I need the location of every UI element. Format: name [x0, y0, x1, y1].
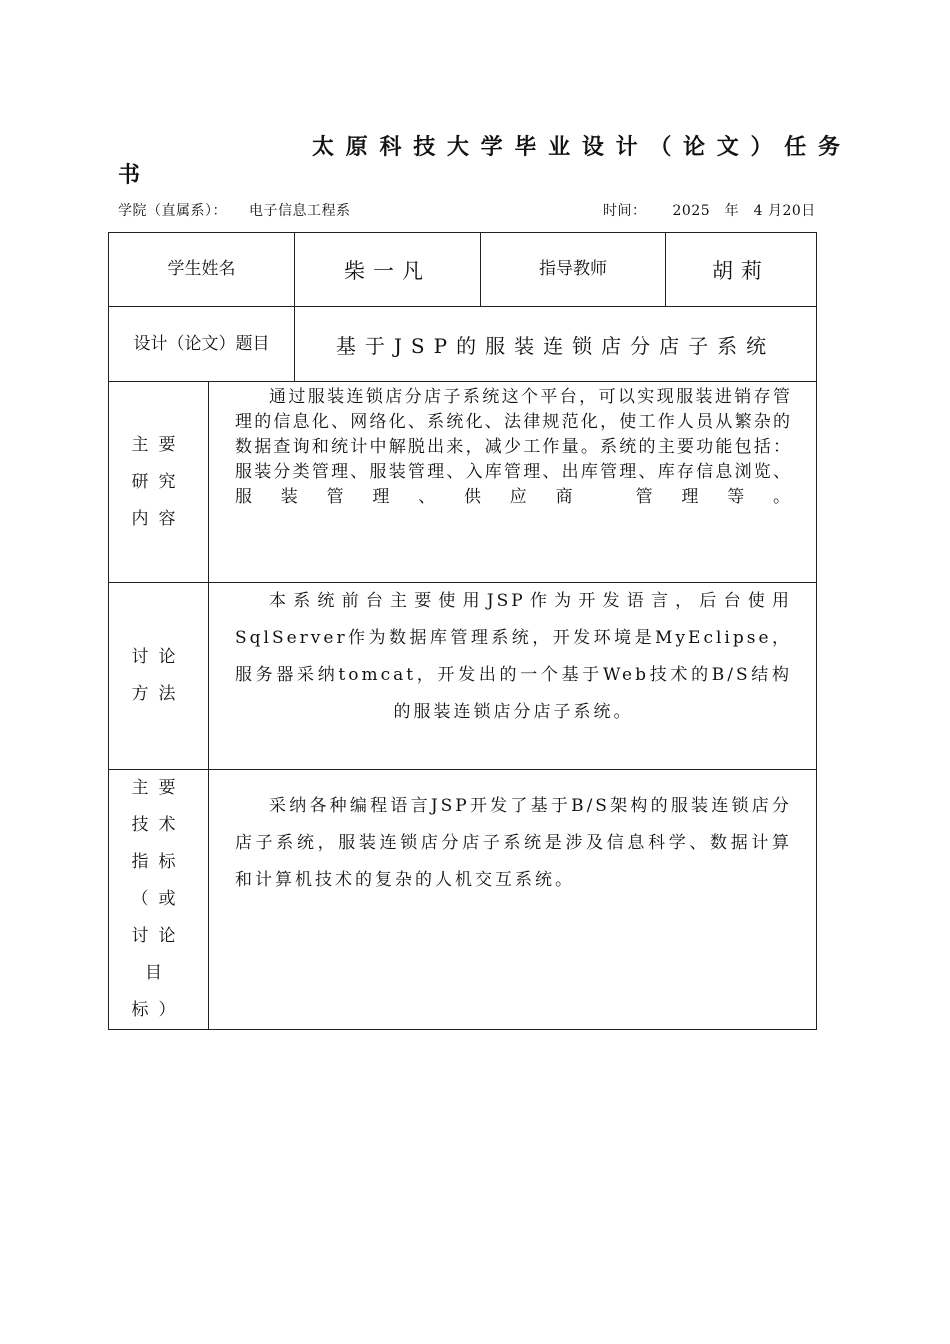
department-label: 学院（直属系）：: [118, 203, 227, 219]
research-content: 通过服装连锁店分店子系统这个平台，可以实现服装进销存管理的信息化、网络化、系统化、法律规范化，使工作人员从繁杂的数据查询和统计中解脱出来，减少工作量。系统的主要功能包括：服装分类管理、服装管理、入库管理、出库管理、库存信息浏览、服装管理、供应商 管理等。: [209, 382, 817, 583]
research-label: 主要研究内容: [109, 382, 209, 583]
topic-row: [109, 307, 817, 382]
method-content: 本系统前台主要使用JSP作为开发语言，后台使用SqlServer作为数据库管理系统，开发环境是MyEclipse，服务器采纳tomcat，开发出的一个基于Web技术的B/S结构的服装连锁店分店子系统。: [209, 583, 817, 770]
advisor-label: 指导教师: [481, 233, 666, 307]
topic-value: 基于JSP的服装连锁店分店子系统: [295, 307, 817, 382]
method-row: [109, 583, 817, 770]
method-label: 讨论方法: [109, 583, 209, 770]
department-row: [118, 200, 351, 220]
document-title: 太原科技大学毕业设计（论文）任务书: [118, 135, 850, 188]
date-value: 2025 年 4 月20日: [672, 203, 816, 219]
student-advisor-row: [109, 233, 817, 307]
tech-label: 主要技术指标（或讨论目标）: [109, 770, 209, 1030]
student-name-value: 柴一凡: [295, 233, 481, 307]
tech-content: 采纳各种编程语言JSP开发了基于B/S架构的服装连锁店分店子系统，服装连锁店分店子系统是涉及信息科学、数据计算和计算机技术的复杂的人机交互系统。: [209, 770, 817, 1030]
advisor-value: 胡莉: [666, 233, 817, 307]
topic-label: 设计（论文）题目: [109, 307, 295, 382]
date-row: [603, 200, 816, 220]
department-value: 电子信息工程系: [249, 203, 351, 219]
task-form-table: [108, 232, 817, 1030]
student-name-label: 学生姓名: [109, 233, 295, 307]
tech-row: [109, 770, 817, 1030]
research-row: [109, 382, 817, 583]
date-label: 时间：: [603, 203, 647, 219]
